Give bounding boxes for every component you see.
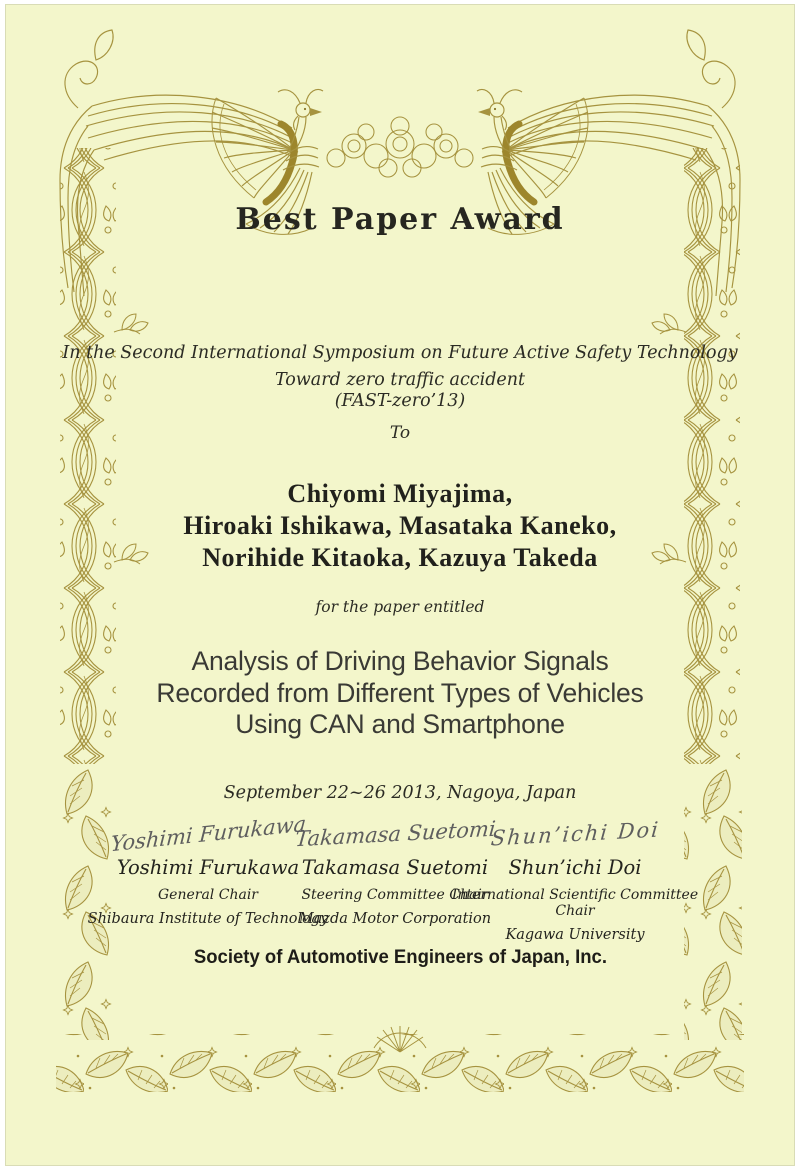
signature-script: Shun’ichi Doi (489, 817, 661, 851)
recipient-line-1: Chiyomi Miyajima, (287, 479, 513, 508)
to-label: To (389, 423, 411, 443)
signatory-role: General Chair (158, 887, 258, 903)
event-date-location: September 22~26 2013, Nagoya, Japan (223, 783, 577, 803)
certificate-title: Best Paper Award (235, 202, 565, 237)
signature-script: Takamasa Suetomi (294, 816, 497, 852)
signatory-affiliation: Shibaura Institute of Technology (87, 911, 329, 927)
symposium-abbreviation: (FAST-zero’13) (334, 391, 466, 411)
paper-title-line-2: Recorded from Different Types of Vehicles (156, 677, 644, 708)
signatory-block-scientific-chair (446, 817, 704, 943)
paper-title (0, 646, 800, 741)
symposium-line-2: Toward zero traffic accident (274, 370, 526, 390)
signatory-role: International Scientific Committee Chair (451, 887, 699, 919)
paper-title-line-1: Analysis of Driving Behavior Signals (191, 646, 609, 676)
issuer-text: Society of Automotive Engineers of Japan, Inc. (193, 946, 607, 968)
signatory-role: Steering Committee Chair (301, 887, 489, 903)
issuer-name (0, 946, 800, 969)
paper-intro-label: for the paper entitled (315, 598, 485, 616)
recipient-line-3: Norihide Kitaoka, Kazuya Takeda (202, 543, 598, 572)
signatory-affiliation: Mazda Motor Corporation (298, 911, 492, 927)
recipient-line-2: Hiroaki Ishikawa, Masataka Kaneko, (183, 511, 617, 540)
recipient-names (0, 478, 800, 574)
signatory-name: Takamasa Suetomi (301, 856, 489, 879)
symposium-line-1: In the Second International Symposium on Future Active Safety Technology (62, 343, 738, 363)
paper-title-line-3: Using CAN and Smartphone (235, 709, 565, 739)
signatory-name: Shun’ichi Doi (508, 856, 642, 879)
symposium-name (0, 340, 800, 394)
signature-script: Yoshimi Furukawa (109, 811, 307, 857)
signatory-affiliation: Kagawa University (505, 927, 645, 943)
signatory-name: Yoshimi Furukawa (116, 856, 300, 879)
